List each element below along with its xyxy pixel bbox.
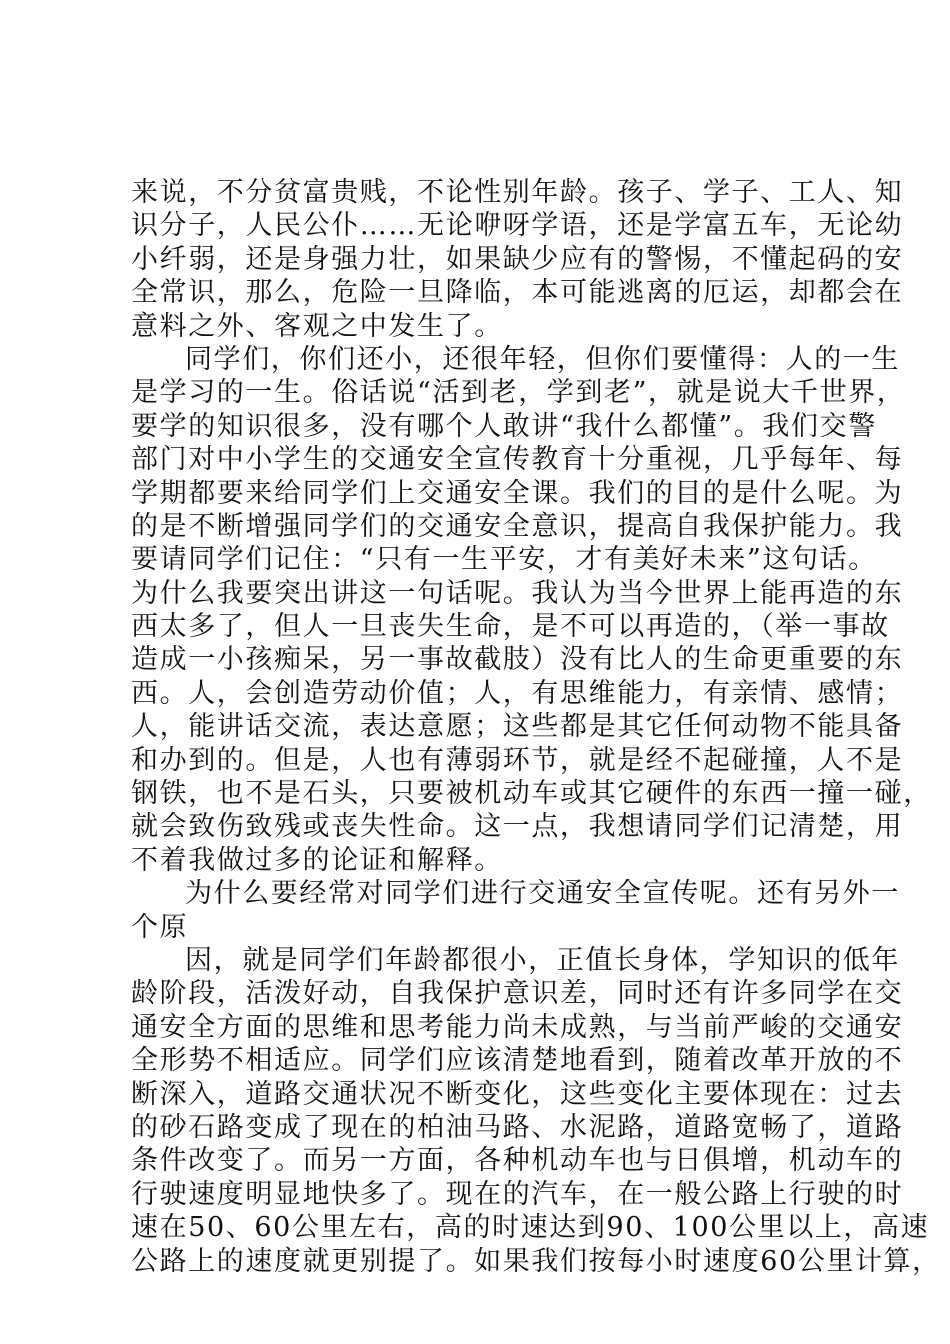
text-line: 小纤弱，还是身强力壮，如果缺少应有的警惕，不懂起码的安 (131, 243, 904, 275)
text-line: 钢铁，也不是石头，只要被机动车或其它硬件的东西一撞一碰， (131, 778, 932, 810)
text-line: 就会致伤致残或丧失性命。这一点，我想请同学们记清楚，用 (131, 811, 904, 843)
text-line: 不着我做过多的论证和解释。 (131, 844, 503, 876)
text-line: 西太多了，但人一旦丧失生命，是不可以再造的，（举一事故 (131, 611, 890, 643)
body-text (131, 176, 941, 1278)
text-line: 是学习的一生。俗话说“活到老，学到老”，就是说大千世界， (131, 377, 906, 409)
text-line: 意料之外、客观之中发生了。 (131, 310, 503, 342)
paragraph-first-line: 同学们，你们还小，还很年轻，但你们要懂得：人的一生 (185, 343, 900, 375)
text-line: 龄阶段，活泼好动，自我保护意识差，同时还有许多同学在交 (131, 978, 904, 1010)
text-line: 的是不断增强同学们的交通安全意识，提高自我保护能力。我 (131, 510, 904, 542)
text-line: 行驶速度明显地快多了。现在的汽车，在一般公路上行驶的时 (131, 1178, 904, 1210)
text-line: 部门对中小学生的交通安全宣传教育十分重视，几乎每年、每 (131, 444, 904, 476)
text-line: 的砂石路变成了现在的柏油马路、水泥路，道路宽畅了，道路 (131, 1111, 904, 1143)
text-line: 造成一小孩痴呆，另一事故截肢）没有比人的生命更重要的东 (131, 644, 904, 676)
text-line: 断深入，道路交通状况不断变化，这些变化主要体现在：过去 (131, 1078, 904, 1110)
text-line: 要学的知识很多，没有哪个人敢讲“我什么都懂”。我们交警 (131, 410, 877, 442)
text-line: 条件改变了。而另一方面，各种机动车也与日俱增，机动车的 (131, 1145, 904, 1177)
text-line: 和办到的。但是，人也有薄弱环节，就是经不起碰撞，人不是 (131, 744, 904, 776)
text-line: 速在50、60公里左右，高的时速达到90、100公里以上，高速 (131, 1212, 930, 1244)
text-line: 全常识，那么，危险一旦降临，本可能逃离的厄运，却都会在 (131, 277, 904, 309)
text-line: 学期都要来给同学们上交通安全课。我们的目的是什么呢。为 (131, 477, 904, 509)
text-line: 要请同学们记住：“只有一生平安，才有美好未来”这句话。 (131, 544, 877, 576)
text-line: 个原 (131, 911, 189, 943)
text-line: 公路上的速度就更别提了。如果我们按每小时速度60公里计算， (131, 1245, 941, 1277)
text-line: 西。人，会创造劳动价值；人，有思维能力，有亲情、感情； (131, 677, 904, 709)
text-line: 人，能讲话交流，表达意愿；这些都是其它任何动物不能具备 (131, 711, 904, 743)
text-line: 识分子，人民公仆……无论咿呀学语，还是学富五车，无论幼 (131, 210, 904, 242)
text-line: 全形势不相适应。同学们应该清楚地看到，随着改革开放的不 (131, 1045, 904, 1077)
paragraph-first-line: 为什么要经常对同学们进行交通安全宣传呢。还有另外一 (185, 878, 900, 910)
text-line: 通安全方面的思维和思考能力尚未成熟，与当前严峻的交通安 (131, 1011, 904, 1043)
text-line: 为什么我要突出讲这一句话呢。我认为当今世界上能再造的东 (131, 577, 904, 609)
paragraph-first-line: 因，就是同学们年龄都很小，正值长身体，学知识的低年 (185, 944, 900, 976)
text-line: 来说，不分贫富贵贱，不论性别年龄。孩子、学子、工人、知 (131, 177, 904, 208)
